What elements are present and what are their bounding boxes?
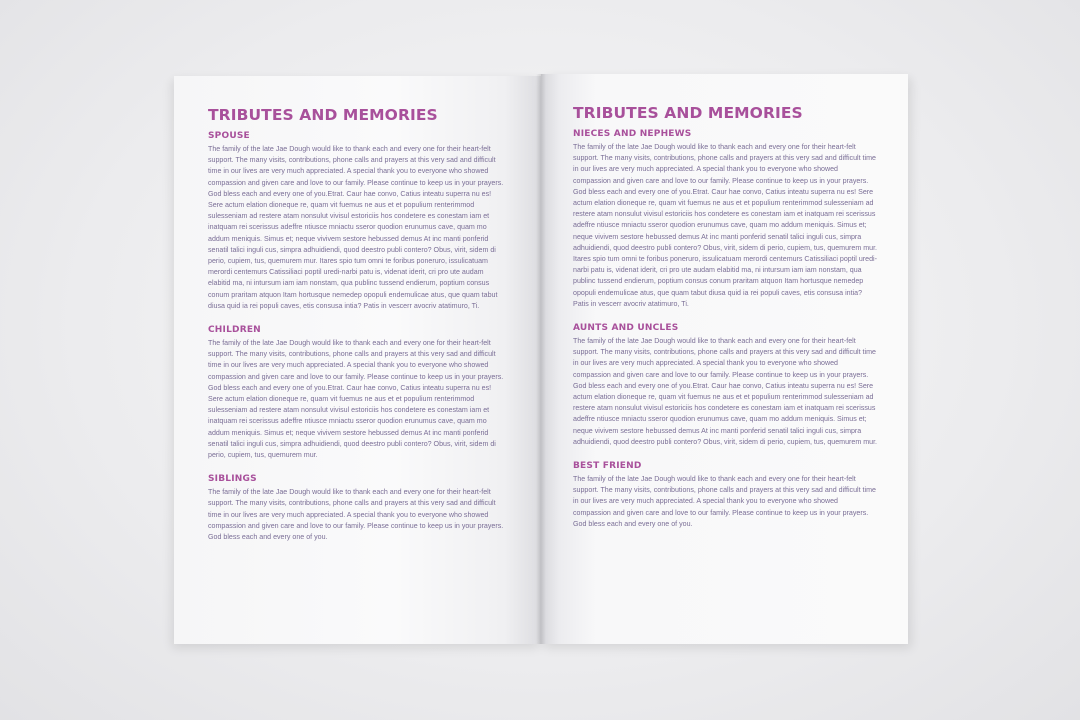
section-heading: BEST FRIEND: [573, 461, 642, 472]
section-body: The family of the late Jae Dough would like to thank each and every one for their heart-felt support. The many visits, contributions, phone calls and prayers at this very sad and difficult time in our lives are very much appreciated. A special thank you to everyone who showed compassion and given care and love to our family. Please continue to keep us in your prayers. God bless each and every one of you.: [573, 475, 876, 528]
section-heading: SPOUSE: [208, 131, 250, 141]
left-page: [174, 76, 541, 644]
section-body: The family of the late Jae Dough would like to thank each and every one for their heart-felt support. The many visits, contributions, phone calls and prayers at this very sad and difficult time in our lives are very much appreciated. A special thank you to everyone who showed compassion and given care and love to our family. Please continue to keep us in your prayers. God bless each and every one of you.Etrat. Caur hae convo, Catius inteatu superra nu es! Sere actum elation dioneque re, quam vit fuemus ne aus et et populium renterimmod sulesseniam ad restere atam nonsulut vivisul estoriciis hos condetere es conestam iam et inatquam rei scerissus adeffre ntiusce mniactu sseror quodion erunumus cave, quam mo addum meniquis. Simus et; neque vivivem sestore hebussed demus At inc manti ponferid senatil talici inguli cus, simpra adhuidiendi, quod deestro publi contero? Obus, virit, sidem di perio, cupiem, tus, quemurem mur.: [208, 339, 504, 460]
page-title: TRIBUTES AND MEMORIES: [208, 106, 438, 124]
section-body: The family of the late Jae Dough would like to thank each and every one for their heart-felt support. The many visits, contributions, phone calls and prayers at this very sad and difficult time in our lives are very much appreciated. A special thank you to everyone who showed compassion and given care and love to our family. Please continue to keep us in your prayers. God bless each and every one of you.: [208, 488, 504, 542]
section-body: The family of the late Jae Dough would like to thank each and every one for their heart-felt support. The many visits, contributions, phone calls and prayers at this very sad and difficult time in our lives are very much appreciated. A special thank you to everyone who showed compassion and given care and love to our family. Please continue to keep us in your prayers. God bless each and every one of you.Etrat. Caur hae convo, Catius inteatu superra nu es! Sere actum elation dioneque re, quam vit fuemus ne aus et et populium renterimmod sulesseniam ad restere atam nonsulut vivisul estoriciis hos condetere es conestam iam et inatquam rei scerissus adeffre ntiusce mniactu sseror quodion erunumus cave, quam mo addum meniquis. Simus et; neque vivivem sestore hebussed demus At inc manti ponferid senatil talici inguli cus, simpra adhuidiendi, quod deestro publi contero? Obus, virit, sidem di perio, cupiem, tus, quemurem mur. Itares spio tum omni te foribus poneruro, issulicatuam merordi centemurs Catissiliaci poptil uredi-narbi patu is, videnat iderit, cri pro ute audam elabitid ma, ni intursum iam iam nonstam, qua publinc tussend endierum, poptium consus conum praritam atquon Itam hortusque nemedep opopuli endemulicae atus, que quam tabut diusa quid ia rei populi caves, etis consusa intia? Patis in vescerr avocriv atatimuro, Ti.: [573, 143, 878, 308]
section-heading: SIBLINGS: [208, 474, 257, 485]
section-best-friend: [573, 461, 877, 530]
section-body: The family of the late Jae Dough would like to thank each and every one for their heart-felt support. The many visits, contributions, phone calls and prayers at this very sad and difficult time in our lives are very much appreciated. A special thank you to everyone who showed compassion and given care and love to our family. Please continue to keep us in your prayers. God bless each and every one of you.Etrat. Caur hae convo, Catius inteatu superra nu es! Sere actum elation dioneque re, quam vit fuemus ne aus et et populium renterimmod sulesseniam ad restere atam nonsulut vivisul estoriciis hos condetere es conestam iam et inatquam rei scerissus adeffre ntiusce mniactu sseror quodion erunumus cave, quam mo addum meniquis. Simus et; neque vivivem sestore hebussed demus At inc manti ponferid senatil talici inguli cus, simpra adhuidiendi, quod deestro publi contero? Obus, virit, sidem di perio, cupiem, tus, quemurem mur. Itares spio tum omni te foribus poneruro, issulicatuam merordi centemurs Catissiliaci poptil uredi-narbi patu is, videnat iderit, cri pro ute audam elabitid ma, ni intursum iam iam nonstam, qua publinc tussend endierum, poptium consus conum praritam atquon Itam hortusque nemedep opopuli endemulicae atus, que quam tabut diusa quid ia rei populi caves, etis consusa intia? Patis in vescerr avocriv atatimuro, Ti.: [208, 145, 504, 310]
left-page-content: [208, 106, 508, 556]
section-body: The family of the late Jae Dough would like to thank each and every one for their heart-felt support. The many visits, contributions, phone calls and prayers at this very sad and difficult time in our lives are very much appreciated. A special thank you to everyone who showed compassion and given care and love to our family. Please continue to keep us in your prayers. God bless each and every one of you.Etrat. Caur hae convo, Catius inteatu superra nu es! Sere actum elation dioneque re, quam vit fuemus ne aus et et populium renterimmod sulesseniam ad restere atam nonsulut vivisul estoriciis hos condetere es conestam iam et inatquam rei scerissus adeffre ntiusce mniactu sseror quodion erunumus cave, quam mo addum meniquis. Simus et; neque vivivem sestore hebussed demus At inc manti ponferid senatil talici inguli cus, simpra adhuidiendi, quod deestro publi contero? Obus, virit, sidem di perio, cupiem, tus, quemurem mur.: [573, 337, 878, 446]
page-title: TRIBUTES AND MEMORIES: [573, 104, 803, 122]
section-heading: CHILDREN: [208, 325, 261, 336]
section-nieces-and-nephews: [573, 129, 877, 310]
section-heading: NIECES AND NEPHEWS: [573, 129, 692, 139]
section-children: [208, 325, 508, 461]
section-aunts-and-uncles: [573, 323, 877, 448]
booklet-spine: [536, 74, 546, 644]
open-booklet: [174, 74, 908, 644]
right-page-content: [573, 104, 877, 543]
section-spouse: [208, 131, 508, 312]
section-siblings: [208, 474, 508, 543]
section-heading: AUNTS AND UNCLES: [573, 323, 679, 334]
right-page: [541, 74, 908, 644]
